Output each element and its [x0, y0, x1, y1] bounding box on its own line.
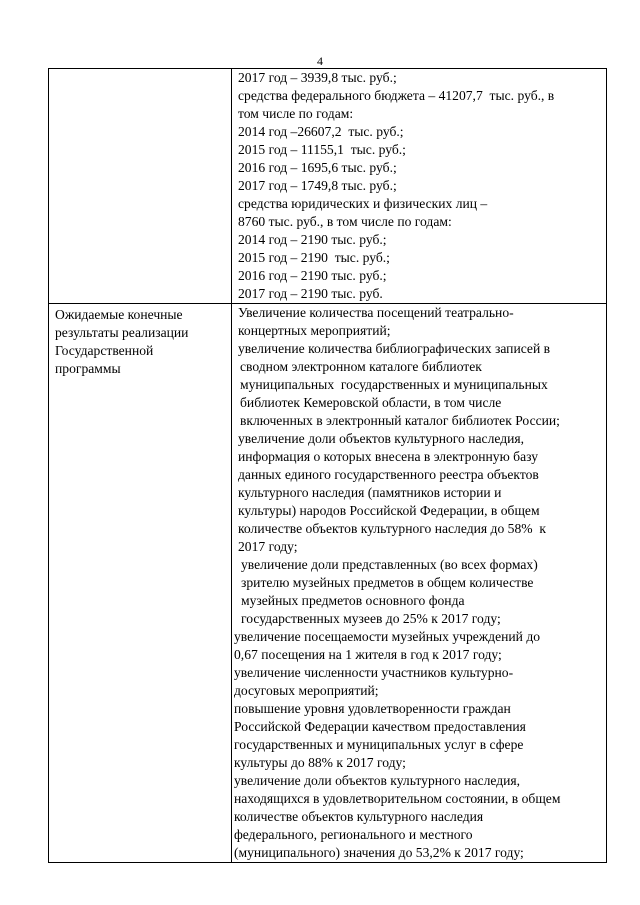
result-line: повышение уровня удовлетворенности граждан	[234, 701, 511, 716]
funding-line: том числе по годам:	[238, 106, 354, 121]
funding-line: 2014 год –26607,2 тыс. руб.;	[238, 124, 404, 139]
result-line: увеличение доли объектов культурного наследия,	[238, 431, 525, 446]
result-line: музейных предметов основного фонда	[241, 593, 465, 608]
result-line: досуговых мероприятий;	[234, 683, 379, 698]
funding-line: 2015 год – 2190 тыс. руб.;	[238, 250, 390, 265]
result-line: увеличение доли объектов культурного наследия,	[234, 773, 521, 788]
row-label-cell-empty	[49, 69, 232, 304]
result-line: культурного наследия (памятников истории и	[238, 485, 502, 500]
funding-line: 2016 год – 1695,6 тыс. руб.;	[238, 160, 397, 175]
funding-line: 2017 год – 2190 тыс. руб.	[238, 286, 383, 301]
funding-line: средства юридических и физических лиц –	[238, 196, 488, 211]
result-line: количестве объектов культурного наследия	[234, 809, 484, 824]
result-line: данных единого государственного реестра объектов	[238, 467, 539, 482]
label-line: Ожидаемые конечные	[55, 307, 183, 322]
table-row-funding	[49, 69, 607, 304]
result-line: увеличение количества библиографических записей в	[238, 341, 551, 356]
page-number: 4	[317, 54, 323, 68]
result-line: количестве объектов культурного наследия до 58% к	[238, 521, 546, 536]
funding-cell	[232, 69, 607, 304]
result-line: Российской Федерации качеством предоставления	[234, 719, 526, 734]
result-line: концертных мероприятий;	[238, 323, 391, 338]
funding-text	[232, 69, 606, 303]
expected-results-label	[49, 304, 231, 378]
result-line: находящихся в удовлетворительном состоянии, в общем	[234, 791, 561, 806]
expected-results-label-cell	[49, 304, 232, 863]
funding-line: 8760 тыс. руб., в том числе по годам:	[238, 214, 452, 229]
expected-results-text	[232, 304, 606, 862]
program-passport-table	[48, 68, 607, 863]
result-line: (муниципального) значения до 53,2% к 2017 году;	[234, 845, 524, 860]
result-line: зрителю музейных предметов в общем количестве	[241, 575, 534, 590]
funding-line: 2017 год – 3939,8 тыс. руб.;	[238, 70, 397, 85]
result-line: федерального, регионального и местного	[234, 827, 473, 842]
result-line: Увеличение количества посещений театрально-	[238, 305, 514, 320]
table-row-expected-results	[49, 304, 607, 863]
result-line: муниципальных государственных и муниципальных	[240, 377, 548, 392]
result-line: культуры) народов Российской Федерации, в общем	[238, 503, 540, 518]
result-line: культуры до 88% к 2017 году;	[234, 755, 406, 770]
result-line: увеличение посещаемости музейных учреждений до	[234, 629, 541, 644]
result-line: сводном электронном каталоге библиотек	[240, 359, 482, 374]
result-line: информация о которых внесена в электронную базу	[238, 449, 538, 464]
funding-line: 2014 год – 2190 тыс. руб.;	[238, 232, 387, 247]
result-line: библиотек Кемеровской области, в том числе	[240, 395, 502, 410]
result-line: увеличение доли представленных (во всех формах)	[241, 557, 538, 572]
result-line: государственных музеев до 25% к 2017 году;	[241, 611, 501, 626]
result-line: государственных и муниципальных услуг в сфере	[234, 737, 524, 752]
label-line: Государственной	[55, 343, 154, 358]
label-line: результаты реализации	[55, 325, 189, 340]
result-line: 0,67 посещения на 1 жителя в год к 2017 году;	[234, 647, 502, 662]
label-line: программы	[55, 361, 121, 376]
expected-results-cell	[232, 304, 607, 863]
result-line: 2017 году;	[238, 539, 298, 554]
funding-line: 2015 год – 11155,1 тыс. руб.;	[238, 142, 406, 157]
funding-line: 2017 год – 1749,8 тыс. руб.;	[238, 178, 397, 193]
result-line: включенных в электронный каталог библиотек России;	[240, 413, 560, 428]
funding-line: 2016 год – 2190 тыс. руб.;	[238, 268, 387, 283]
result-line: увеличение численности участников культурно-	[234, 665, 514, 680]
funding-line: средства федерального бюджета – 41207,7 тыс. руб., в	[238, 88, 555, 103]
